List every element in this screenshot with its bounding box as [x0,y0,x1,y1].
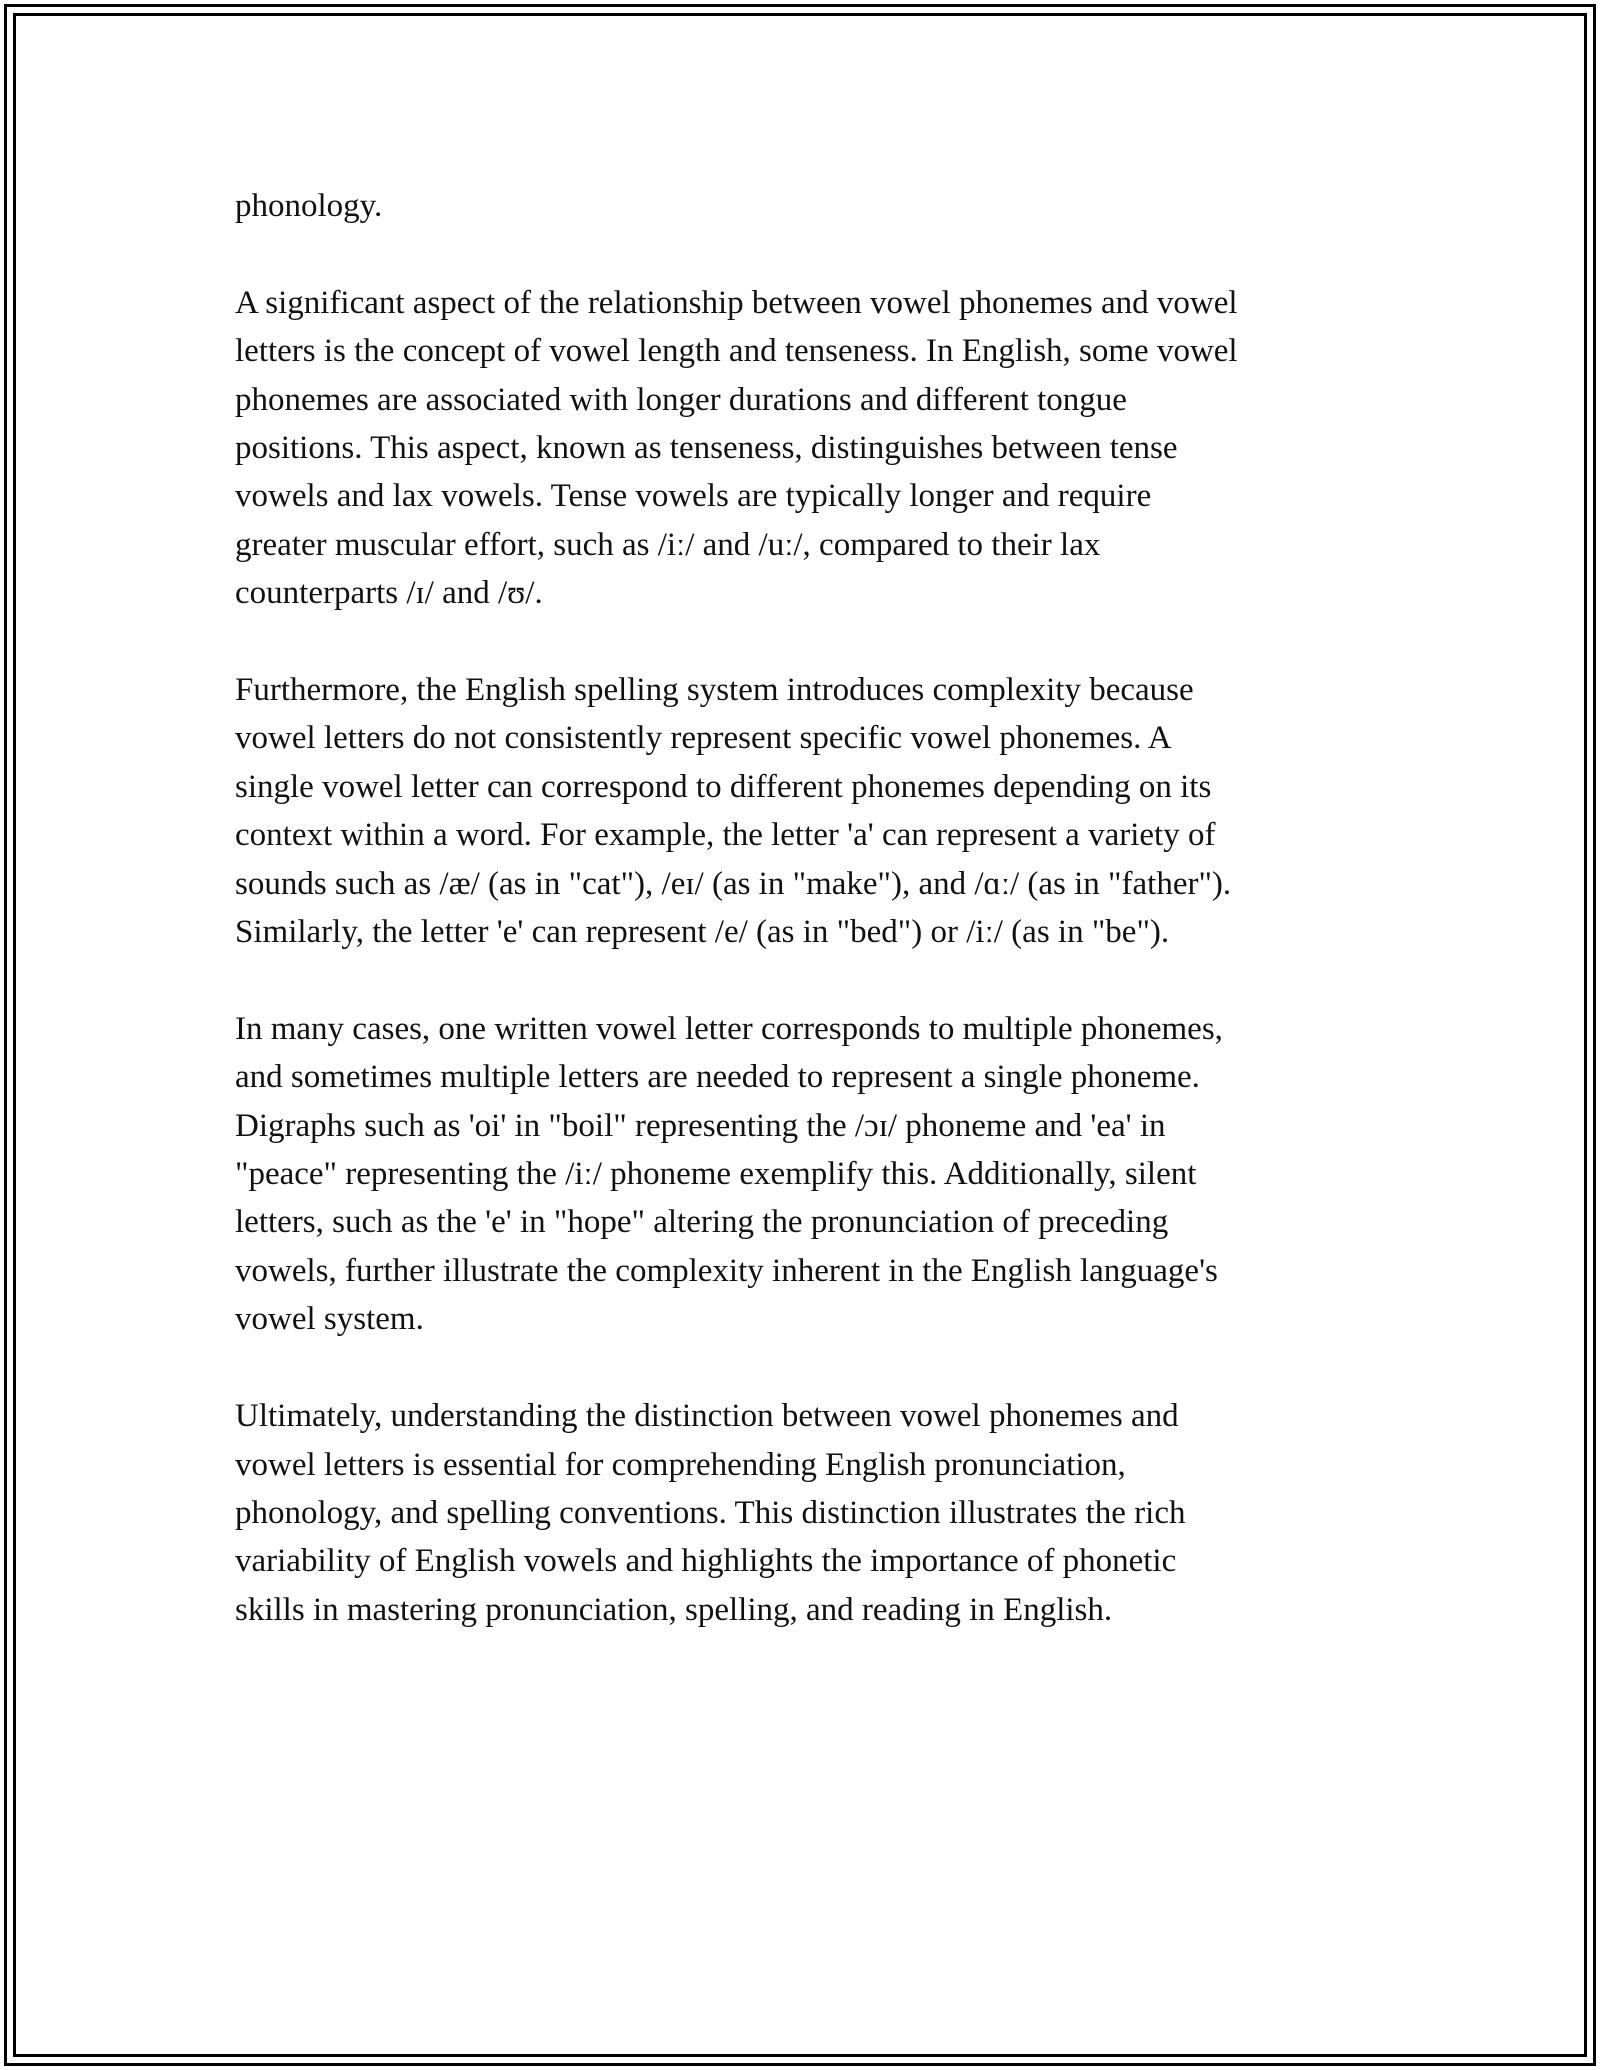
text-line: "peace" representing the /iː/ phoneme exemplify this. Additionally, silent [235,1156,1197,1193]
paragraph-1 [235,182,1365,230]
text-line: greater muscular effort, such as /iː/ and /uː/, compared to their lax [235,526,1101,563]
paragraph-3 [235,666,1365,956]
text-line: single vowel letter can correspond to different phonemes depending on its [235,768,1212,805]
text-line: context within a word. For example, the letter 'a' can represent a variety of [235,817,1216,854]
text-line: counterparts /ɪ/ and /ʊ/. [235,575,543,612]
text-line: positions. This aspect, known as tenseness, distinguishes between tense [235,430,1178,467]
text-line: letters, such as the 'e' in "hope" altering the pronunciation of preceding [235,1204,1169,1241]
text-line: Digraphs such as 'oi' in "boil" representing the /ɔɪ/ phoneme and 'ea' in [235,1107,1166,1144]
text-line: letters is the concept of vowel length and tenseness. In English, some vowel [235,333,1238,370]
text-line: phonology, and spelling conventions. This distinction illustrates the rich [235,1494,1186,1531]
text-line: phonemes are associated with longer durations and different tongue [235,381,1127,418]
text-line: and sometimes multiple letters are needed to represent a single phoneme. [235,1059,1200,1096]
text-line: variability of English vowels and highlights the importance of phonetic [235,1543,1177,1580]
paragraph-5 [235,1392,1365,1634]
paragraph-2 [235,279,1365,618]
text-line: Furthermore, the English spelling system introduces complexity because [235,672,1194,709]
text-line: phonology. [235,188,383,224]
text-line: vowel system. [235,1301,424,1338]
text-line: In many cases, one written vowel letter corresponds to multiple phonemes, [235,1010,1223,1047]
text-line: sounds such as /æ/ (as in "cat"), /eɪ/ (as in "make"), and /ɑː/ (as in "father"). [235,865,1232,902]
text-line: Ultimately, understanding the distinction between vowel phonemes and [235,1398,1179,1435]
text-line: vowels, further illustrate the complexity inherent in the English language's [235,1252,1218,1289]
paragraph-4 [235,1005,1365,1344]
text-line: A significant aspect of the relationship between vowel phonemes and vowel [235,284,1238,321]
text-line: skills in mastering pronunciation, spelling, and reading in English. [235,1591,1113,1628]
text-line: vowel letters is essential for comprehending English pronunciation, [235,1446,1126,1483]
text-line: vowels and lax vowels. Tense vowels are typically longer and require [235,478,1152,515]
text-line: vowel letters do not consistently represent specific vowel phonemes. A [235,720,1172,757]
text-line: Similarly, the letter 'e' can represent /e/ (as in "bed") or /iː/ (as in "be"). [235,914,1170,951]
document-body [235,182,1365,1683]
